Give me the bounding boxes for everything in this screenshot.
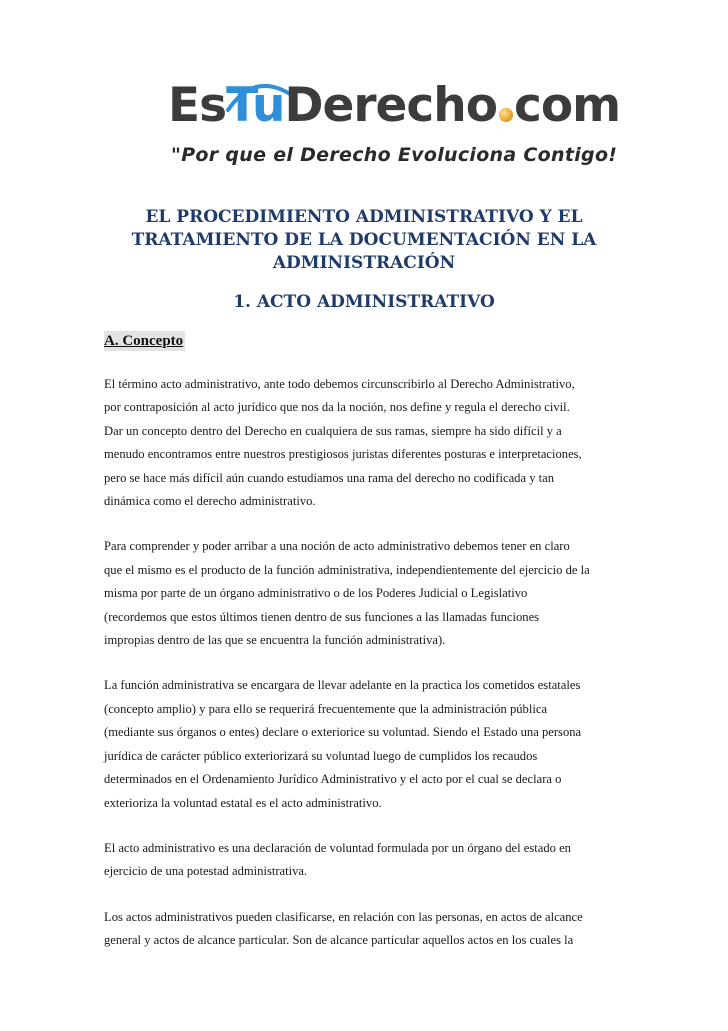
text-line: El acto administrativo es una declaración de voluntad formulada por un órgano del estado en: [104, 840, 571, 855]
document-title-line: EL PROCEDIMIENTO ADMINISTRATIVO Y EL: [145, 207, 583, 227]
text-line: por contraposición al acto jurídico que nos da la noción, nos define y regula el derecho civil.: [104, 400, 570, 415]
document-title: [104, 206, 624, 275]
text-line: El término acto administrativo, ante todo debemos circunscribirlo al Derecho Administrativo,: [104, 377, 575, 391]
paragraph: [104, 674, 624, 814]
document-title-line: ADMINISTRACIÓN: [272, 253, 456, 273]
paragraph: [104, 373, 624, 513]
logo-dot-icon: [499, 108, 513, 122]
paragraph: [104, 535, 624, 652]
text-line: Para comprender y poder arribar a una noción de acto administrativo debemos tener en claro: [104, 539, 570, 554]
text-line: misma por parte de un órgano administrativo o de los Poderes Judicial o Legislativo: [104, 586, 528, 601]
text-line: (recordemos que estos últimos tienen dentro de sus funciones a las llamadas funciones: [104, 609, 540, 624]
paragraph: [104, 906, 624, 953]
text-line: (mediante sus órganos o entes) declare o exteriorice su voluntad. Siendo el Estado una persona: [104, 725, 582, 740]
text-line: dinámica como el derecho administrativo.: [104, 494, 316, 509]
text-line: La función administrativa se encargara de llevar adelante en la practica los cometidos estatales: [104, 678, 581, 693]
paragraph: [104, 837, 624, 884]
document-title-line: TRATAMIENTO DE LA DOCUMENTACIÓN EN LA: [131, 230, 597, 250]
logo-com: com: [514, 78, 621, 133]
logo-es: Es: [168, 78, 227, 133]
logo-tagline: "Por que el Derecho Evoluciona Contigo!: [171, 144, 618, 166]
text-line: que el mismo es el producto de la función administrativa, independientemente del ejercicio de la: [104, 562, 590, 577]
text-line: Dar un concepto dentro del Derecho en cualquiera de sus ramas, siempre ha sido difícil y a: [104, 423, 562, 438]
text-line: determinados en el Ordenamiento Jurídico Administrativo y el acto por el cual se declara o: [104, 772, 562, 787]
logo-derecho: Derecho: [284, 78, 498, 133]
logo-wordmark: [168, 78, 621, 133]
site-logo[interactable]: [168, 78, 621, 188]
logo-tu: Tu: [226, 78, 285, 133]
body-text: [104, 373, 624, 975]
text-line: (concepto amplio) y para ello se requerirá frecuentemente que la administración pública: [104, 701, 548, 716]
text-line: exterioriza la voluntad estatal es el acto administrativo.: [104, 795, 382, 810]
subheading-concepto: A. Concepto: [104, 333, 184, 349]
text-line: jurídica de carácter público exteriorizará su voluntad luego de cumplidos los recaudos: [104, 748, 538, 763]
text-line: Los actos administrativos pueden clasificarse, en relación con las personas, en actos de alcance: [104, 909, 583, 924]
text-line: pero se hace más difícil aún cuando estudiamos una rama del derecho no codificada y tan: [104, 470, 555, 485]
section-title: 1. ACTO ADMINISTRATIVO: [233, 292, 495, 312]
text-line: impropias dentro de las que se encuentra la función administrativa).: [104, 633, 446, 648]
text-line: ejercicio de una potestad administrativa.: [104, 864, 308, 879]
text-line: general y actos de alcance particular. Son de alcance particular aquellos actos en los cuales la: [104, 933, 574, 948]
text-line: menudo encontramos entre nuestros prestigiosos juristas diferentes posturas e interpretaciones,: [104, 447, 582, 462]
